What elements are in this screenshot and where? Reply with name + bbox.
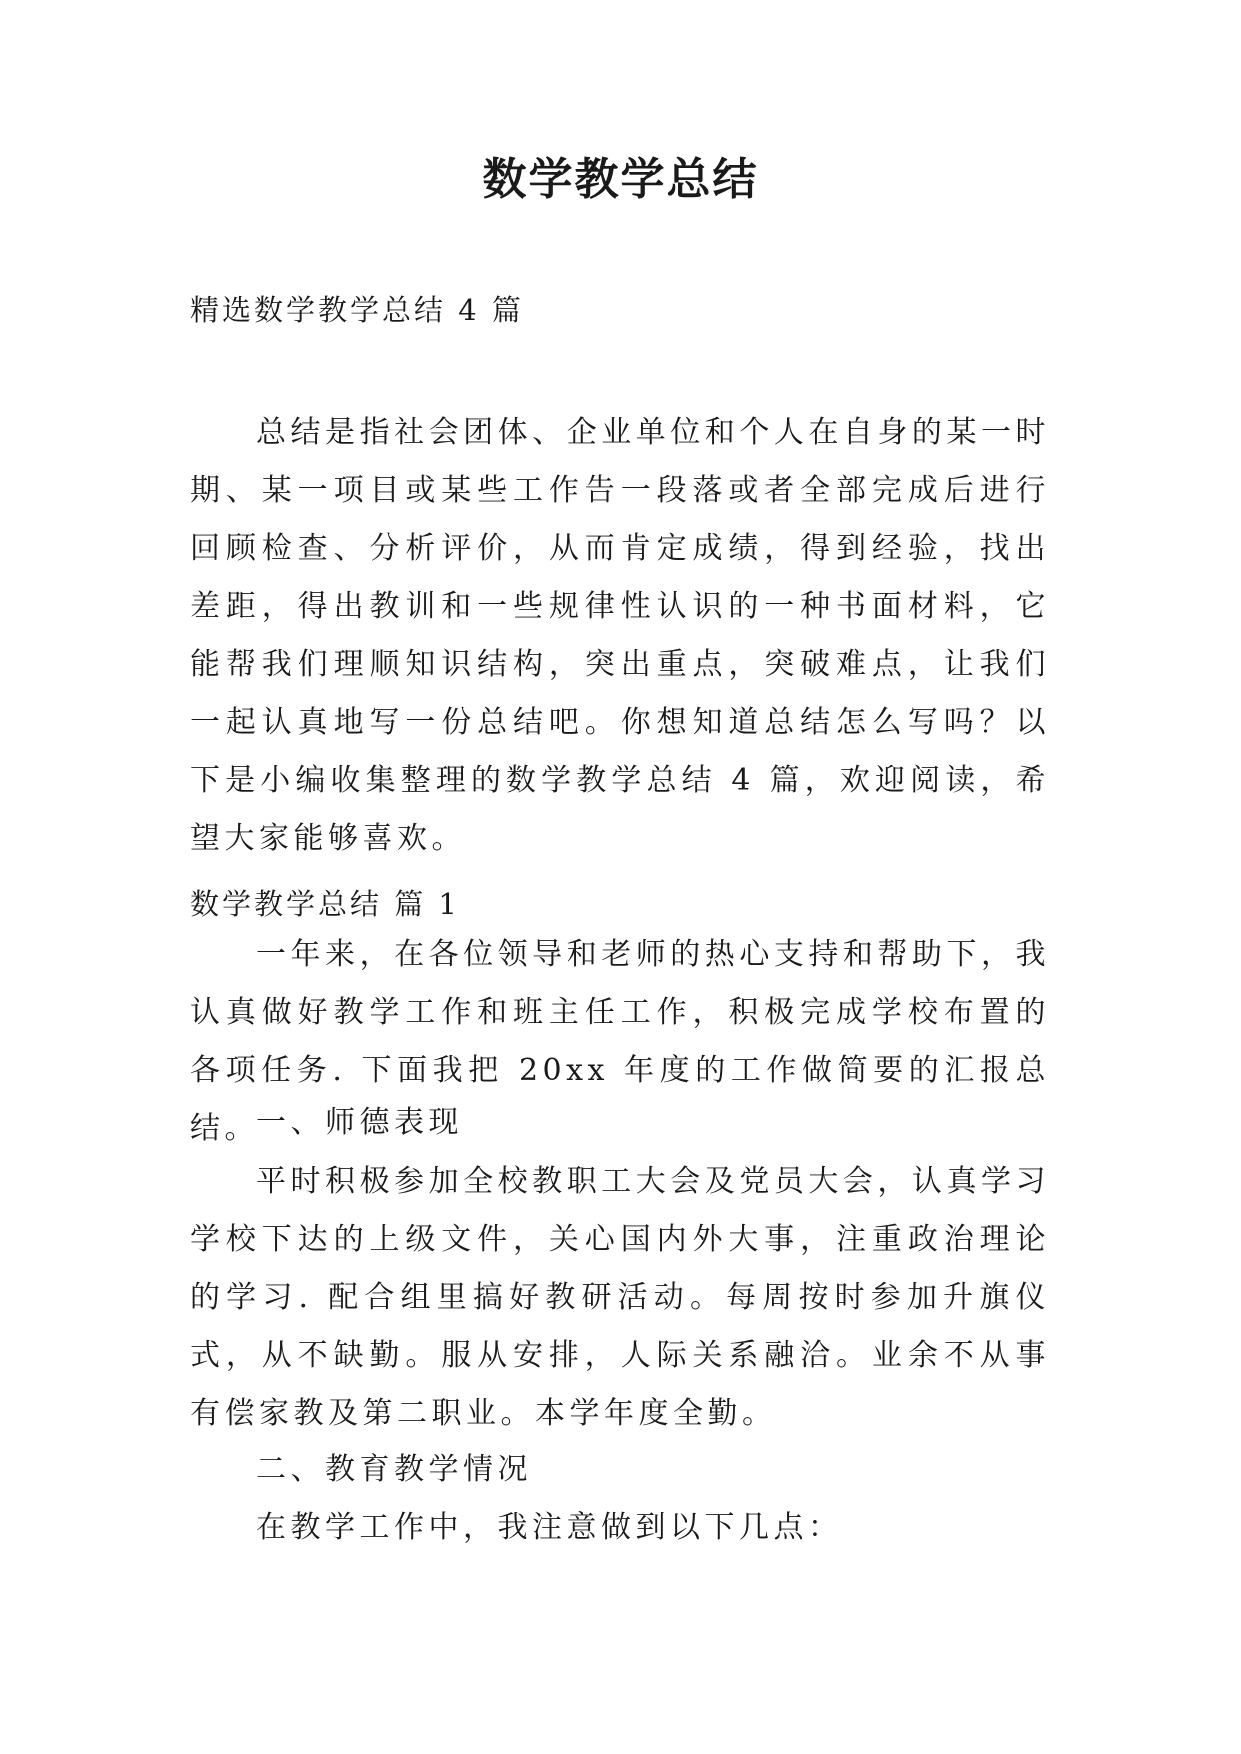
- body-paragraph-1: 一年来，在各位领导和老师的热心支持和帮助下，我认真做好教学工作和班主任工作，积极完成学校布置的各项任务. 下面我把 20xx 年度的工作做简要的汇报总结。: [190, 937, 1050, 1146]
- section-heading: 数学教学总结 篇 1: [190, 887, 460, 921]
- document-subtitle: 精选数学教学总结 4 篇: [190, 293, 524, 327]
- body-paragraph-2: 平时积极参加全校教职工大会及党员大会，认真学习学校下达的上级文件，关心国内外大事，注重政治理论的学习. 配合组里搞好教研活动。每周按时参加升旗仪式，从不缺勤。服从安排，人际关系融洽。业余不从事有偿家教及第二职业。本学年度全勤。: [190, 1164, 1050, 1431]
- intro-paragraph: 总结是指社会团体、企业单位和个人在自身的某一时期、某一项目或某些工作告一段落或者全部完成后进行回顾检查、分析评价，从而肯定成绩，得到经验，找出差距，得出教训和一些规律性认识的一种书面材料，它能帮我们理顺知识结构，突出重点，突破难点，让我们一起认真地写一份总结吧。你想知道总结怎么写吗？以下是小编收集整理的数学教学总结 4 篇，欢迎阅读，希望大家能够喜欢。: [190, 415, 1050, 856]
- document-title: 数学教学总结: [482, 154, 759, 205]
- subheading-1: 一、师德表现: [256, 1105, 463, 1140]
- body-paragraph-3: 在教学工作中，我注意做到以下几点：: [256, 1510, 843, 1545]
- subheading-2: 二、教育教学情况: [256, 1452, 532, 1487]
